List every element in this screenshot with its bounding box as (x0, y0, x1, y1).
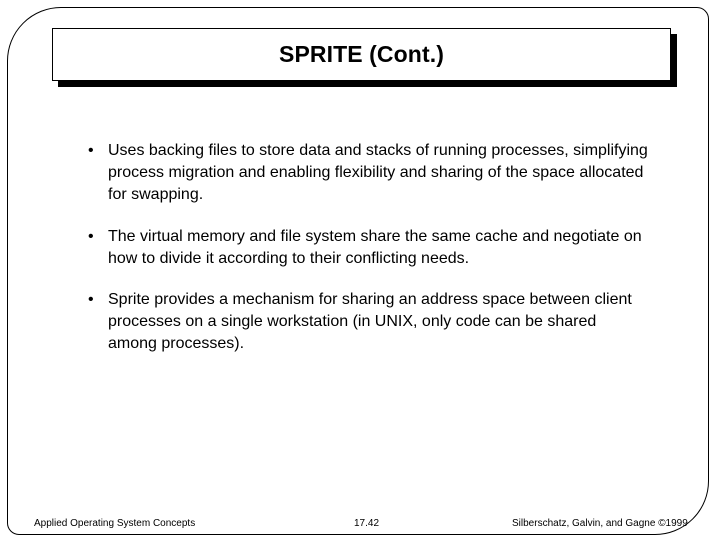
footer-page-number: 17.42 (354, 518, 380, 529)
bullet-list (88, 140, 648, 375)
bullet-text: Sprite provides a mechanism for sharing an address space between client processes on a single workstation (in UNIX, only code can be shared among processes). (108, 291, 632, 352)
footer-book-title: Applied Operating System Concepts (34, 518, 196, 529)
bullet-text: Uses backing files to store data and stacks of running processes, simplifying process migration and enabling flexibility and sharing of the space allocated for swapping. (108, 142, 648, 203)
bullet-item (88, 140, 648, 206)
title-box (52, 28, 671, 81)
bullet-icon: • (88, 291, 94, 308)
slide-title: SPRITE (Cont.) (279, 41, 444, 67)
footer-copyright: Silberschatz, Galvin, and Gagne ©1999 (512, 518, 688, 529)
bullet-text: The virtual memory and file system share the same cache and negotiate on how to divide it according to their conflicting needs. (108, 228, 642, 267)
bullet-icon: • (88, 142, 94, 159)
bullet-icon: • (88, 228, 94, 245)
bullet-item (88, 289, 648, 355)
bullet-item (88, 226, 648, 270)
